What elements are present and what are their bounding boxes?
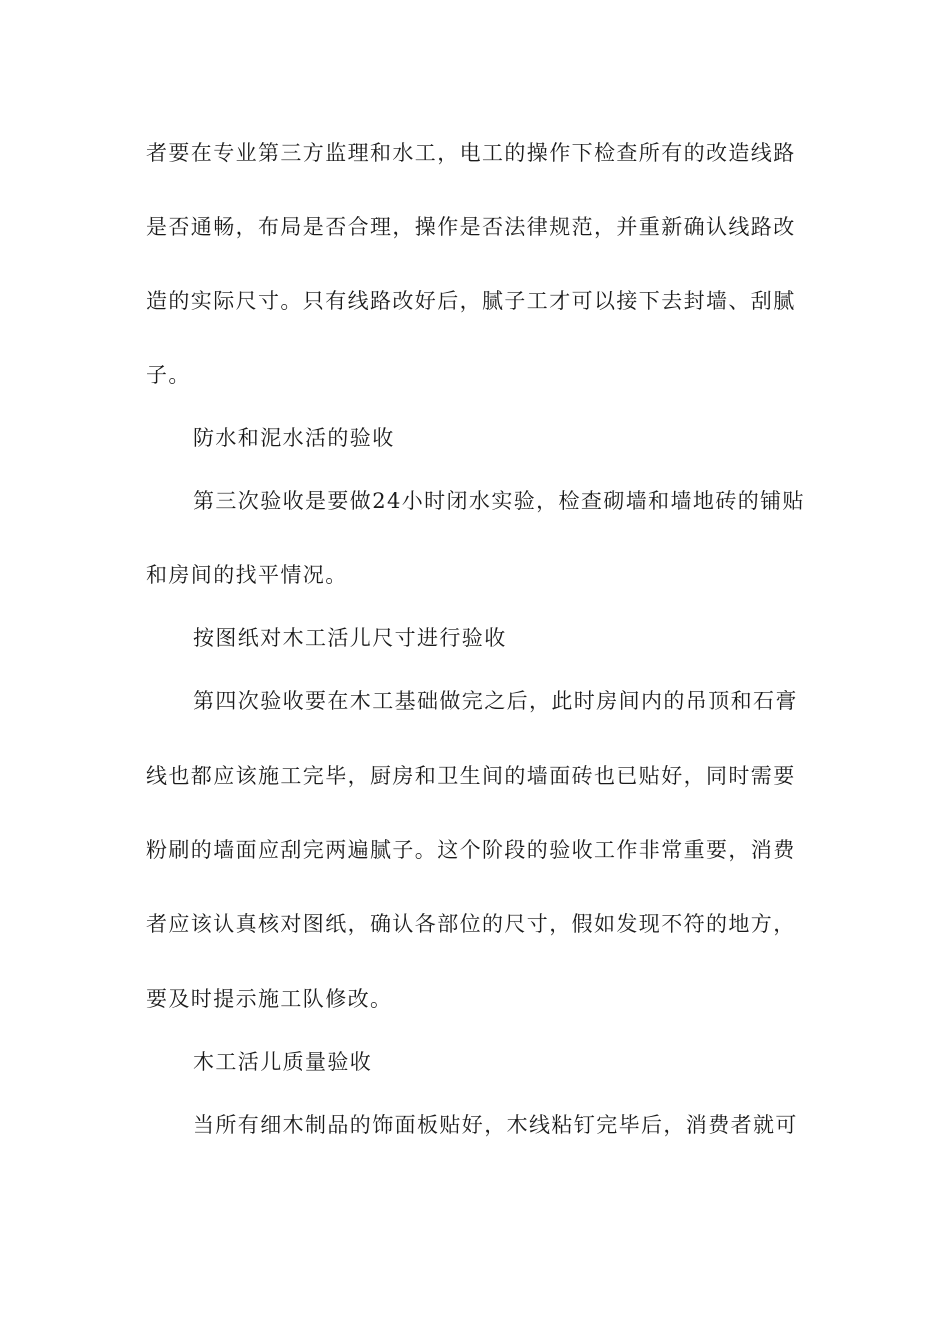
paragraph-line: 是否通畅，布局是否合理，操作是否法律规范，并重新确认线路改 <box>146 215 796 239</box>
paragraph-line: 粉刷的墙面应刮完两遍腻子。这个阶段的验收工作非常重要，消费 <box>146 838 796 862</box>
paragraph-line: 者应该认真核对图纸，确认各部位的尺寸，假如发现不符的地方， <box>146 912 796 936</box>
paragraph-line: 要及时提示施工队修改。 <box>146 987 393 1011</box>
section-heading: 防水和泥水活的验收 <box>193 426 395 450</box>
section-heading: 按图纸对木工活儿尺寸进行验收 <box>193 626 507 650</box>
paragraph-line: 子。 <box>146 363 191 387</box>
paragraph-line: 和房间的找平情况。 <box>146 563 348 587</box>
section-heading: 木工活儿质量验收 <box>193 1050 373 1074</box>
paragraph-line: 第三次验收是要做24小时闭水实验，检查砌墙和墙地砖的铺贴 <box>193 489 805 513</box>
paragraph-line: 造的实际尺寸。只有线路改好后，腻子工才可以接下去封墙、刮腻 <box>146 289 796 313</box>
paragraph-line: 者要在专业第三方监理和水工，电工的操作下检查所有的改造线路 <box>146 141 796 165</box>
paragraph-line: 线也都应该施工完毕，厨房和卫生间的墙面砖也已贴好，同时需要 <box>146 764 796 788</box>
paragraph-line: 第四次验收要在木工基础做完之后，此时房间内的吊顶和石膏 <box>193 689 798 713</box>
paragraph-line: 当所有细木制品的饰面板贴好，木线粘钉完毕后，消费者就可 <box>193 1113 798 1137</box>
